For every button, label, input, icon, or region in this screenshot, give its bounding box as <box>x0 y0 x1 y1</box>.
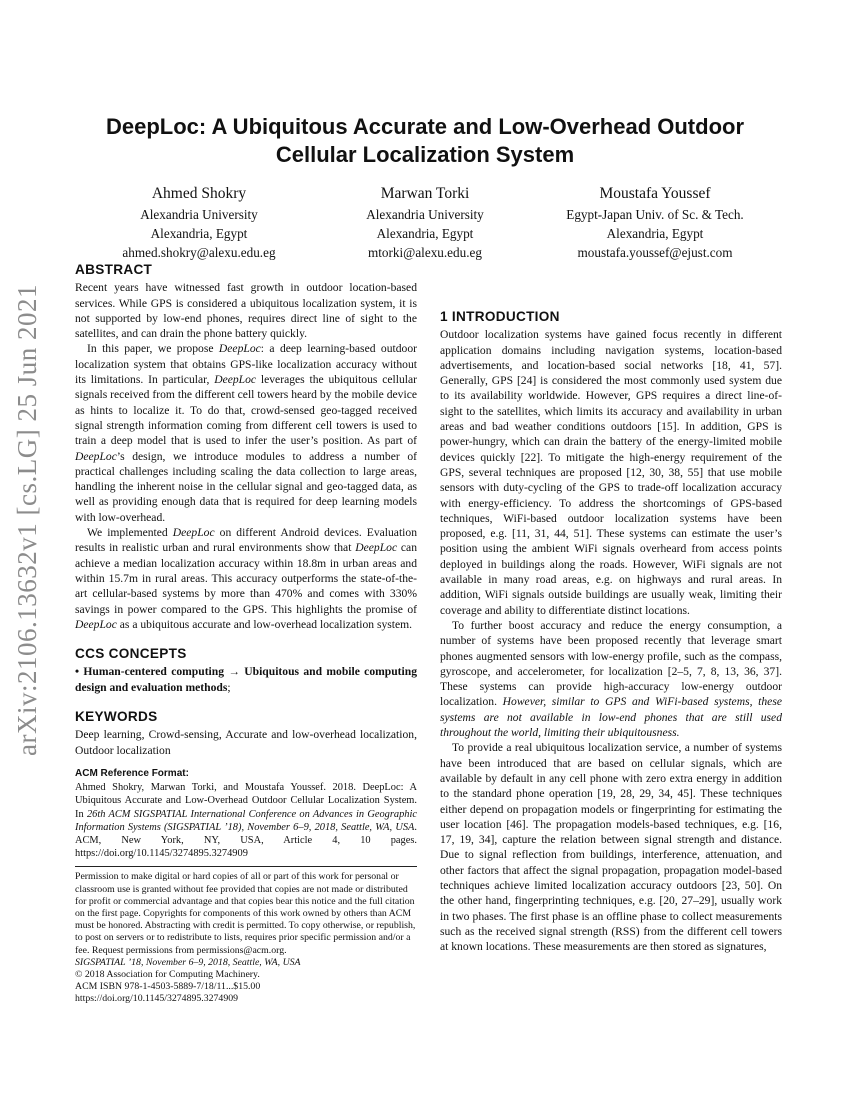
ccs-heading: CCS CONCEPTS <box>75 646 187 662</box>
abstract-heading: ABSTRACT <box>75 262 153 277</box>
arxiv-identifier-stamp: arXiv:2106.13632v1 [cs.LG] 25 Jun 2021 <box>12 284 42 756</box>
ccs-concepts: • Human-centered computing → Ubiquitous and mobile computing design and evaluation methods; <box>75 665 417 694</box>
intro-paragraph: To further boost accuracy and reduce the energy consumption, a number of systems have been proposed recently that leverage smart phones augmented sensors with low-energy profile, such as the compass, gyroscope, and accelerometer, for localization [2–5, 7, 8, 13, 36, 37]. These systems can provide high-accuracy low-energy outdoor localization. However, similar to GPS and WiFi-based systems, these systems are not available in low-end phones that are still used throughout the world, limiting their ubiquitousness. <box>440 618 782 740</box>
abstract-paragraph: We implemented DeepLoc on different Android devices. Evaluation results in realistic urban and rural environments show that DeepLoc can achieve a median localization accuracy within 18.8m in urban areas and within 15.7m in rural areas. This accuracy outperforms the state-of-the-art cellular-based systems by more than 470% and comes with 330% savings in power compared to the GPS. This highlights the promise of DeepLoc as a ubiquitous accurate and low-overhead localization system. <box>75 526 417 631</box>
author-affiliation: Alexandria University <box>140 207 258 222</box>
abstract-paragraph: Recent years have witnessed fast growth in outdoor location-based services. While GPS is considered a ubiquitous localization system, it is not supported by low-end phones, requires direct line of sight to the satellites, and can drain the phone battery quickly. <box>75 281 417 341</box>
author-location: Alexandria, Egypt <box>150 226 248 241</box>
author-name: Ahmed Shokry <box>151 185 247 202</box>
acm-reference-text: Ahmed Shokry, Marwan Torki, and Moustafa Youssef. 2018. DeepLoc: A Ubiquitous Accurate and Low-Overhead Outdoor Cellular Localization System. In 26th ACM SIGSPATIAL International Conference on Advances in Geographic Information Systems (SIGSPATIAL ’18), November 6–9, 2018, Seattle, WA, USA. ACM, New York, NY, USA, Article 4, 10 pages. https://doi.org/10.1145/3274895.3274909 <box>75 782 417 860</box>
abstract-paragraph: In this paper, we propose DeepLoc: a deep learning-based outdoor localization system that obtains GPS-like localization accuracy without its limitations. In particular, DeepLoc leverages the ubiquitous cellular signals received from the different cell towers heard by the mobile device as hints to localize it. To do that, crowd-sensed geo-tagged received signal strength information coming from different cell towers is used to train a deep model that is used to infer the user’s position. As part of DeepLoc’s design, we introduce modules to address a number of practical challenges including scaling the data collection to large areas, handling the inherent noise in the cellular signal and geo-tagged data, as well as providing enough data that is required for deep learning models with low-overhead. <box>75 342 417 524</box>
footnote-divider <box>75 866 417 867</box>
acm-reference-heading: ACM Reference Format: <box>75 767 189 779</box>
author-affiliation: Alexandria University <box>366 207 484 222</box>
author-location: Alexandria, Egypt <box>606 226 704 241</box>
right-column <box>440 262 782 954</box>
acm-reference-continuation <box>440 262 782 292</box>
author-affiliation: Egypt-Japan Univ. of Sc. & Tech. <box>566 207 744 222</box>
conference-line: SIGSPATIAL ’18, November 6–9, 2018, Seattle, WA, USA <box>75 956 301 968</box>
keywords-text: Deep learning, Crowd-sensing, Accurate and low-overhead localization, Outdoor localization <box>75 728 417 757</box>
author-name: Moustafa Youssef <box>599 185 711 202</box>
copyright-line: © 2018 Association for Computing Machinery. <box>75 969 260 981</box>
permission-notice: Permission to make digital or hard copies of all or part of this work for personal or classroom use is granted without fee provided that copies are not made or distributed for profit or commercial advantage and that copies bear this notice and the full citation on the first page. Copyrights for components of this work owned by others than ACM must be honored. Abstracting with credit is permitted. To copy otherwise, or republish, to post on servers or to redistribute to lists, requires prior specific permission and/or a fee. Request permissions from permissions@acm.org. <box>75 871 416 956</box>
left-column <box>75 262 417 1006</box>
author-email: mtorki@alexu.edu.eg <box>368 245 482 260</box>
paper-title: DeepLoc: A Ubiquitous Accurate and Low-Overhead Outdoor Cellular Localization System <box>105 114 745 167</box>
author-email: moustafa.youssef@ejust.com <box>577 245 733 260</box>
author-block <box>305 183 545 262</box>
author-block <box>535 183 775 262</box>
keywords-heading: KEYWORDS <box>75 709 158 725</box>
introduction-heading: 1 INTRODUCTION <box>440 309 560 324</box>
author-block <box>79 183 319 262</box>
author-name: Marwan Torki <box>380 185 470 202</box>
intro-paragraph: Outdoor localization systems have gained focus recently in different application domains including navigation systems, location-based advertisements, and location-based social networks [18, 41, 57]. Generally, GPS [24] is considered the most commonly used system due to its availability worldwide. However, GPS requires a direct line-of-sight to the satellites, which limits its accuracy and availability in urban areas and bad weather conditions outdoors [15]. In addition, GPS is power-hungry, which can drain the battery of the energy-limited mobile devices quickly [22]. To mitigate the high-energy requirement of the GPS, several techniques are proposed [12, 30, 38, 55] that use mobile sensors with duty-cycling of the GPS to trade-off localization accuracy with energy-efficiency. To address the shortcomings of GPS-based techniques, WiFi-based outdoor localization systems have been proposed, e.g. [11, 31, 44, 51]. These systems can estimate the user’s position using the ambient WiFi signals overheard from access points deployed in buildings along the roads. However, WiFi signals are not available in many road areas, e.g. on highways and rural areas. In addition, WiFi signals outside buildings are usually weak, limiting their coverage and ability to differentiate distinct locations. <box>440 328 782 617</box>
intro-paragraph: To provide a real ubiquitous localization service, a number of systems have been introduced that are based on cellular signals, which are available by default in any cell phone with zero extra energy in addition to the standard phone operation [19, 28, 29, 34, 45]. These techniques either depend on propagation models or fingerprinting for estimating the user location [46]. The propagation models-based techniques, e.g. [16, 17, 19, 34], capture the relation between signal strength and distance. Due to signal reflection from buildings, interference, attenuation, and other factors that affect the signal propagation, propagation model-based techniques achieve limited localization accuracy outdoors [23, 50]. On the other hand, fingerprinting techniques, e.g. [20, 27–29], usually work in two phases. The first phase is an offline phase to collect measurements such as the received signal strength (RSS) from the different cell towers at known locations. These measurements are then stored as signatures, <box>440 741 782 954</box>
doi-link[interactable]: https://doi.org/10.1145/3274895.3274909 <box>75 993 239 1005</box>
author-location: Alexandria, Egypt <box>376 226 474 241</box>
isbn-line: ACM ISBN 978-1-4503-5889-7/18/11...$15.00 <box>75 981 261 993</box>
author-email: ahmed.shokry@alexu.edu.eg <box>122 245 276 260</box>
